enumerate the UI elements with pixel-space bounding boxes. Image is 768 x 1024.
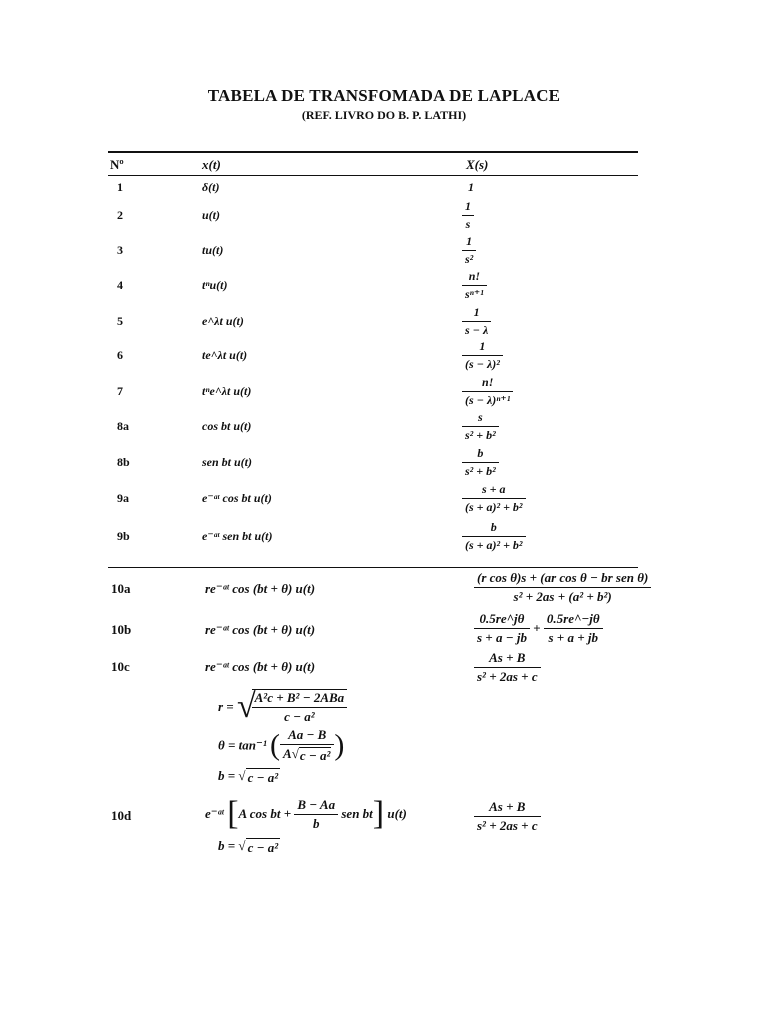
row-xs: $\frac{\text{(r cos θ)s + (ar cos θ − br sen θ)}}{\text{s² + 2as + (a² + b²)}}$	[474, 570, 651, 605]
row-xt: e⁻ᵃᵗ cos bt u(t)	[202, 491, 272, 505]
row-xs: $\frac{1}{s - \lambda}$	[462, 305, 491, 338]
row-no: 1	[117, 180, 123, 194]
row-xs: $\frac{As + B}{\text{s² + 2as + c}}$	[474, 650, 541, 685]
row-no: 7	[117, 384, 123, 398]
row-xt: tⁿu(t)	[202, 278, 228, 292]
row-xs: $\frac{s + a}{\text{(s + a)² + b²}}$	[462, 482, 526, 515]
row-xt: e^λt u(t)	[202, 314, 244, 328]
row-no: 10c	[111, 659, 130, 674]
row-xt: te^λt u(t)	[202, 348, 248, 362]
row-no: 9a	[117, 491, 129, 505]
row-no: 4	[117, 278, 123, 292]
row-no: 3	[117, 243, 123, 257]
page-title: TABELA DE TRANSFOMADA DE LAPLACE	[207, 86, 561, 105]
page-subtitle: (REF. LIVRO DO B. P. LATHI)	[301, 108, 467, 122]
row-xt: u(t)	[202, 208, 220, 222]
row-xs: $\frac{n!}{\text{sⁿ⁺¹}}$	[462, 269, 487, 302]
row-xs: $\frac{b}{\text{(s + a)² + b²}}$	[462, 520, 526, 553]
header-rule	[108, 175, 638, 176]
row-no: 10a	[111, 581, 131, 596]
row-xs: $\frac{b}{\text{s² + b²}}$	[462, 446, 499, 479]
row-no: 8b	[117, 455, 130, 469]
row-xt: sen bt u(t)	[202, 455, 253, 469]
row-xt: re⁻ᵃᵗ cos (bt + θ) u(t)	[205, 581, 316, 596]
row-xt: δ(t)	[202, 180, 220, 194]
row-no: 9b	[117, 529, 130, 543]
table-top-rule	[108, 151, 638, 153]
header-xt: x(t)	[202, 157, 221, 172]
row-xs: $\frac{0.5re\^{}j\theta}{s + a - jb}$ + $\frac{0.5re\^{}-j\theta}{s + a + jb}$	[474, 611, 603, 646]
row-xt: tu(t)	[202, 243, 224, 257]
row-no: 8a	[117, 419, 129, 433]
row-no: 10b	[111, 622, 132, 637]
row-xt: re⁻ᵃᵗ cos (bt + θ) u(t)	[205, 622, 316, 637]
header-xs: X(s)	[466, 157, 489, 172]
row-xt: tⁿe^λt u(t)	[202, 384, 252, 398]
section-rule	[108, 567, 638, 568]
formula-b: b = √ c − a²	[218, 768, 279, 786]
row-no: 10d	[111, 808, 132, 823]
formula-r: r = √ $\frac{\text{A²c + B² − 2ABa}}{\text{c − a²}}$	[218, 688, 347, 726]
row-xs: $\frac{As + B}{\text{s² + 2as + c}}$	[474, 799, 541, 834]
row-xs: 1	[468, 180, 474, 194]
formula-theta: θ = tan⁻¹ ( $\frac{Aa - B}{\text{A√c − a²}}$ )	[218, 727, 345, 763]
row-xs: $\frac{s}{\text{s² + b²}}$	[462, 410, 499, 443]
row-xt: e⁻ᵃᵗ [A cos bt + $\frac{B - Aa}{b}$ sen bt] u(t)	[205, 795, 407, 832]
row-xs: $\frac{1}{s}$	[462, 199, 474, 232]
header-no: Nº	[110, 157, 124, 172]
row-no: 2	[117, 208, 123, 222]
row-xs: $\frac{n!}{\text{(s − λ)ⁿ⁺¹}}$	[462, 375, 513, 408]
formula-b-10d: b = √ c − a²	[218, 838, 279, 856]
row-xs: $\frac{1}{\text{s²}}$	[462, 234, 476, 267]
row-xt: re⁻ᵃᵗ cos (bt + θ) u(t)	[205, 659, 316, 674]
row-xs: $\frac{1}{\text{(s − λ)²}}$	[462, 339, 503, 372]
row-no: 5	[117, 314, 123, 328]
row-xt: e⁻ᵃᵗ sen bt u(t)	[202, 529, 273, 543]
row-no: 6	[117, 348, 123, 362]
row-xt: cos bt u(t)	[202, 419, 252, 433]
